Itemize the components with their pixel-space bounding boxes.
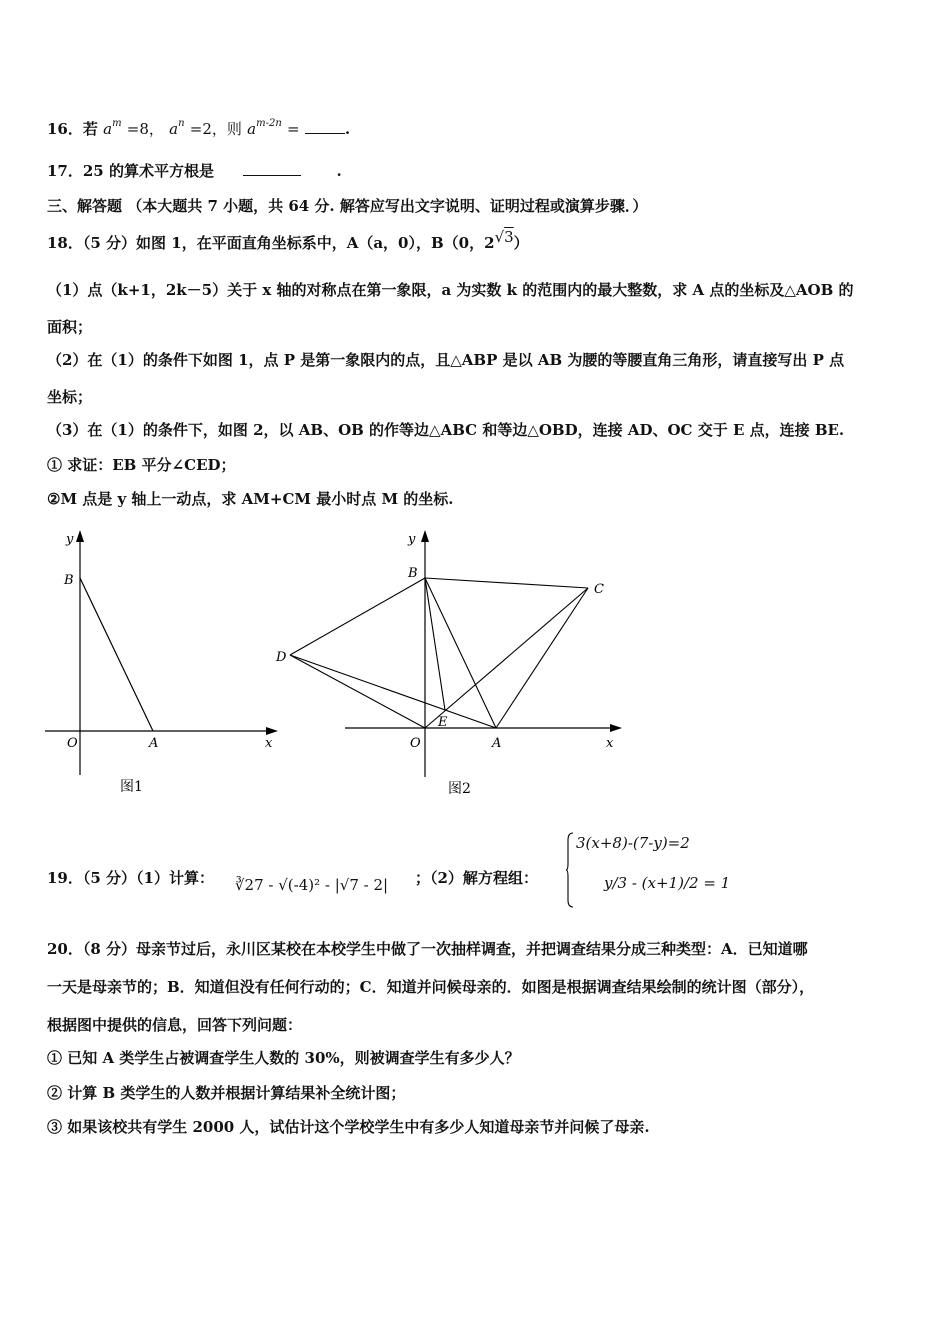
question-18-intro: 18．（5 分）如图 1，在平面直角坐标系中，A（a，0），B（0，2√3） [47, 228, 529, 252]
q18-part2-line2: 坐标； [47, 388, 93, 406]
q19-expression: ∛27 - √(-4)² - |√7 - 2| [235, 876, 389, 894]
fig2-segment-da [290, 655, 496, 728]
fig1-caption: 图1 [120, 779, 143, 795]
q20-line2: 一天是母亲节的；B．知道但没有任何行动的；C．知道并问候母亲的．如图是根据调查结果绘制的统计图（部分）， [47, 978, 815, 996]
fig2-label-x: x [606, 736, 614, 751]
fig1-y-arrow-icon [76, 530, 84, 542]
fig1-segment-ab [80, 578, 153, 731]
fig2-segment-be [425, 578, 445, 710]
fig2-label-o: O [410, 736, 421, 751]
q16-expr-am-2n: $a^{m-2n}$ [247, 118, 282, 138]
question-17: 17．25 的算术平方根是 . [47, 162, 342, 180]
fig2-caption: 图2 [448, 781, 471, 797]
q16-number: 16．若 [47, 120, 98, 138]
q16-expr-an: $a^n$ [169, 118, 185, 138]
fig2-segment-ba [425, 578, 496, 728]
figure-1 [40, 525, 285, 800]
section-3-heading: 三、解答题 （本大题共 7 小题，共 64 分. 解答应写出文字说明、证明过程或演算步骤．） [47, 197, 648, 215]
fig2-segment-oc [425, 588, 588, 728]
fig2-label-e: E [438, 715, 448, 730]
fig2-label-c: C [594, 582, 604, 597]
q16-answer-blank [305, 133, 345, 134]
q18-part1-line1: （1）点（k+1，2k－5）关于 x 轴的对称点在第一象限，a 为实数 k 的范围内的最大整数，求 A 点的坐标及△AOB 的 [47, 281, 854, 299]
fig1-label-a: A [149, 736, 159, 751]
fig2-label-a: A [492, 736, 502, 751]
fig1-label-o: O [67, 736, 78, 751]
fig1-label-x: x [265, 736, 273, 751]
q20-item3: ③ 如果该校共有学生 2000 人，试估计这个学校学生中有多少人知道母亲节并问候了母亲. [47, 1118, 650, 1136]
figure-2 [270, 525, 630, 805]
q18-part3-sub2: ②M 点是 y 轴上一动点，求 AM+CM 最小时点 M 的坐标. [47, 490, 454, 508]
question-19: 19．（5 分）（1）计算： [47, 869, 214, 887]
q20-line1: 20．（8 分）母亲节过后，永川区某校在本校学生中做了一次抽样调查，并把调查结果分成三种类型：A．已知道哪 [47, 940, 808, 958]
q17-answer-blank [243, 175, 301, 176]
fig1-label-y: y [66, 532, 74, 547]
q19-system-brace [565, 830, 575, 910]
fig1-label-b: B [64, 573, 74, 588]
fig2-label-y: y [408, 532, 416, 547]
q20-line3: 根据图中提供的信息，回答下列问题： [47, 1016, 303, 1034]
q20-item1: ① 已知 A 类学生占被调查学生人数的 30%，则被调查学生有多少人？ [47, 1049, 520, 1067]
fig2-x-arrow-icon [610, 724, 622, 732]
q19-equation-1: 3(x+8)-(7-y)=2 [576, 834, 690, 852]
fig2-segment-do [290, 655, 425, 728]
fig2-segment-ca [496, 588, 588, 728]
q20-item2: ② 计算 B 类学生的人数并根据计算结果补全统计图； [47, 1084, 406, 1102]
question-16: 16．若 $a^m =8$， $a^n =2$，则 $a^{m-2n}$ = . [47, 118, 351, 138]
q19-equation-2: y/3 - (x+1)/2 = 1 [604, 874, 731, 892]
fig2-label-d: D [276, 650, 287, 665]
q19-separator: ；（2）解方程组： [415, 869, 538, 887]
fig2-segment-bd [290, 578, 425, 655]
q18-part2-line1: （2）在（1）的条件下如图 1，点 P 是第一象限内的点，且△ABP 是以 AB 为腰的等腰直角三角形，请直接写出 P 点 [47, 351, 845, 369]
fig2-segment-bc [425, 578, 588, 588]
fig2-label-b: B [408, 566, 418, 581]
q16-expr-am: $a^m$ [103, 118, 122, 138]
fig2-y-arrow-icon [421, 530, 429, 542]
q18-part3-sub1: ① 求证：EB 平分∠CED； [47, 456, 236, 474]
q18-part1-line2: 面积； [47, 318, 93, 336]
q18-part3-line1: （3）在（1）的条件下，如图 2，以 AB、OB 的作等边△ABC 和等边△OBD，连接 AD、OC 交于 E 点，连接 BE. [47, 421, 845, 439]
